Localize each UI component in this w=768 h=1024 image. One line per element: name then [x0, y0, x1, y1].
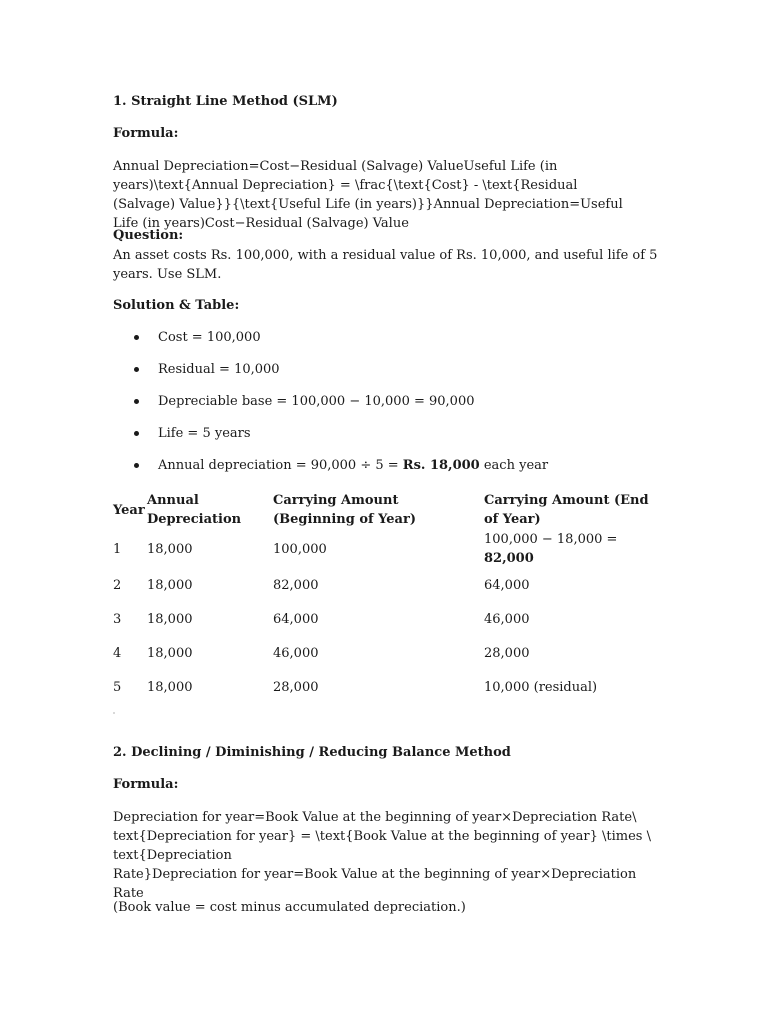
section2-heading: 2. Declining / Diminishing / Reducing Balance Method: [113, 745, 511, 760]
section1-formula-label: Formula:: [113, 126, 179, 141]
cell-carrying-begin: 82,000: [273, 577, 319, 593]
cell-carrying-begin: 64,000: [273, 611, 319, 627]
cell-carrying-begin: 100,000: [273, 541, 327, 557]
bullet-icon: [134, 367, 139, 372]
cell-end-text: 100,000 − 18,000 =: [484, 532, 618, 547]
cell-end-text: 64,000: [484, 577, 530, 593]
cell-year: 5: [113, 679, 122, 695]
table-header-row: [113, 490, 658, 530]
cell-depreciation: 18,000: [147, 679, 193, 695]
list-item: [158, 426, 251, 441]
cell-carrying-begin: 46,000: [273, 645, 319, 661]
slm-depreciation-table: [113, 490, 658, 704]
cell-depreciation: 18,000: [147, 611, 193, 627]
separator-dot: [113, 712, 115, 714]
table-row: [113, 530, 658, 568]
cell-carrying-end: [484, 602, 658, 636]
bullet-text: Residual = 10,000: [158, 362, 280, 377]
section2-formula-text: [113, 808, 658, 903]
section1-heading: 1. Straight Line Method (SLM): [113, 94, 338, 109]
header-carrying-begin: Carrying Amount (Beginning of Year): [273, 493, 416, 527]
table-row: [113, 670, 658, 704]
cell-carrying-end: [484, 636, 658, 670]
formula-line: text{Depreciation: [113, 848, 232, 863]
cell-carrying-end: [484, 568, 658, 602]
cell-carrying-begin: 28,000: [273, 679, 319, 695]
bullet-text: Cost = 100,000: [158, 330, 261, 345]
list-item: [158, 362, 280, 377]
bullet-icon: [134, 335, 139, 340]
bullet-text: Depreciable base = 100,000 − 10,000 = 90,000: [158, 394, 475, 409]
question-label: Question:: [113, 228, 184, 243]
bullet-text-suffix: each year: [479, 458, 549, 473]
table-row: [113, 636, 658, 670]
table-row: [113, 602, 658, 636]
cell-carrying-end: [484, 530, 658, 568]
list-item: [158, 458, 548, 473]
section1-formula-text: Annual Depreciation=Cost−Residual (Salvage) ValueUseful Life (in years)\text{Annual Depreciation} = \frac{\text{Cost} - \text{Residual (Salvage) Value}}{\text{Useful Life (in years)}}Annual Depreciation=Useful Life (in years)Cost−Residual (Salvage) Value: [113, 159, 623, 231]
header-year: Year: [113, 502, 145, 518]
list-item: [158, 330, 261, 345]
cell-end-text: 10,000 (residual): [484, 679, 598, 695]
cell-depreciation: 18,000: [147, 577, 193, 593]
bullet-icon: [134, 431, 139, 436]
bullet-text-prefix: Annual depreciation = 90,000 ÷ 5 =: [158, 458, 403, 473]
annual-depreciation-value: Rs. 18,000: [402, 458, 480, 473]
book-value-note: (Book value = cost minus accumulated depreciation.): [113, 900, 466, 915]
solution-label: Solution & Table:: [113, 298, 240, 313]
cell-year: 2: [113, 577, 122, 593]
bullet-icon: [134, 463, 139, 468]
cell-year: 3: [113, 611, 122, 627]
section2-formula-label: Formula:: [113, 777, 179, 792]
cell-end-text: 46,000: [484, 611, 530, 627]
cell-year: 1: [113, 541, 122, 557]
cell-end-bold: 82,000: [484, 551, 534, 566]
formula-line: Rate}Depreciation for year=Book Value at the beginning of year×Depreciation Rate: [113, 867, 637, 901]
cell-year: 4: [113, 645, 122, 661]
bullet-icon: [134, 399, 139, 404]
table-row: [113, 568, 658, 602]
formula-line: text{Depreciation for year} = \text{Book Value at the beginning of year} \times \: [113, 829, 651, 844]
cell-end-text: 28,000: [484, 645, 530, 661]
formula-line: Depreciation for year=Book Value at the beginning of year×Depreciation Rate\: [113, 810, 637, 825]
bullet-text: Life = 5 years: [158, 426, 251, 441]
header-annual-depreciation: Annual Depreciation: [147, 493, 242, 527]
question-text: An asset costs Rs. 100,000, with a residual value of Rs. 10,000, and useful life of 5 years. Use SLM.: [113, 248, 658, 282]
cell-depreciation: 18,000: [147, 541, 193, 557]
list-item: [158, 394, 474, 409]
cell-carrying-end: [484, 670, 658, 704]
header-carrying-end: Carrying Amount (End of Year): [484, 493, 649, 527]
cell-depreciation: 18,000: [147, 645, 193, 661]
